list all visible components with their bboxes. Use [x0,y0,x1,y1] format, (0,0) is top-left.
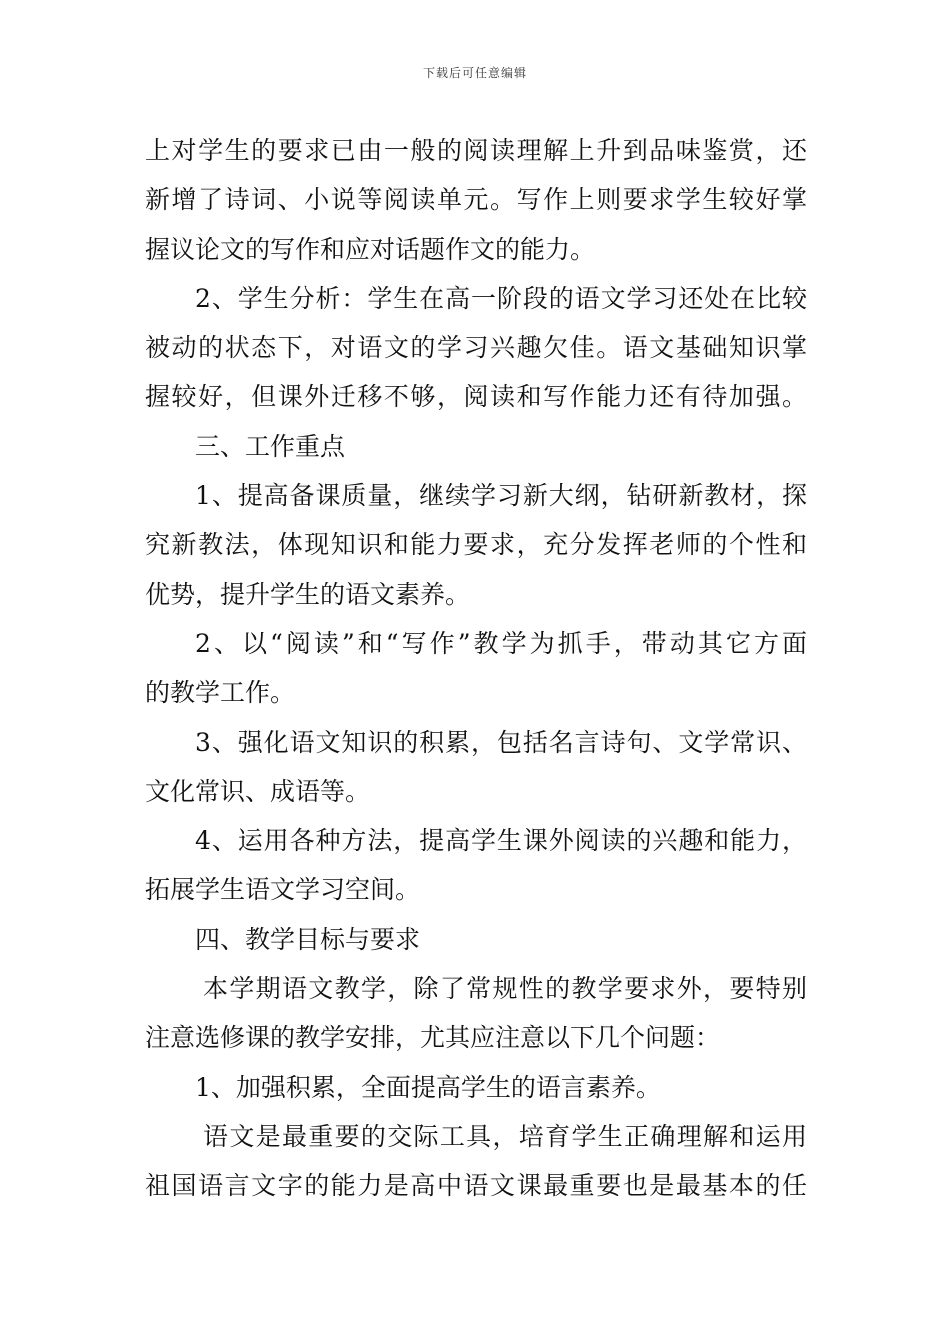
text-line: 本学期语文教学，除了常规性的教学要求外，要特别 [203,974,807,1004]
text-line: 文化常识、成语等。 [145,776,371,806]
text-line: 2、学生分析：学生在高一阶段的语文学习还处在比较 [195,283,807,313]
text-line: 4、运用各种方法，提高学生课外阅读的兴趣和能力， [195,826,807,856]
text-line: 3、强化语文知识的积累，包括名言诗句、文学常识、 [195,727,807,757]
text-line: 1、提高备课质量，继续学习新大纲，钻研新教材，探 [195,481,807,511]
text-line: 新增了诗词、小说等阅读单元。写作上则要求学生较好掌 [145,185,807,215]
text-line: 优势，提升学生的语文素养。 [145,579,471,609]
text-line: 语文是最重要的交际工具，培育学生正确理解和运用 [203,1121,807,1151]
text-line: 握议论文的写作和应对话题作文的能力。 [145,234,596,264]
text-line: 究新教法，体现知识和能力要求，充分发挥老师的个性和 [145,530,807,560]
page-header: 下载后可任意编辑 [422,66,527,80]
text-line: 2、以“阅读”和“写作”教学为抓手，带动其它方面 [195,628,807,658]
text-line: 拓展学生语文学习空间。 [145,875,421,905]
text-line: 握较好，但课外迁移不够，阅读和写作能力还有待加强。 [145,382,807,412]
text-line: 被动的状态下，对语文的学习兴趣欠佳。语文基础知识掌 [145,333,807,363]
text-line: 注意选修课的教学安排，尤其应注意以下几个问题： [145,1023,721,1053]
text-line: 上对学生的要求已由一般的阅读理解上升到品味鉴赏，还 [145,136,807,165]
text-line: 祖国语言文字的能力是高中语文课最重要也是最基本的任 [145,1171,807,1201]
text-line: 的教学工作。 [145,678,296,708]
section-heading: 三、工作重点 [195,431,346,461]
text-line: 1、加强积累，全面提高学生的语言素养。 [195,1072,661,1102]
document-body [145,126,807,1211]
section-heading: 四、教学目标与要求 [195,924,421,954]
